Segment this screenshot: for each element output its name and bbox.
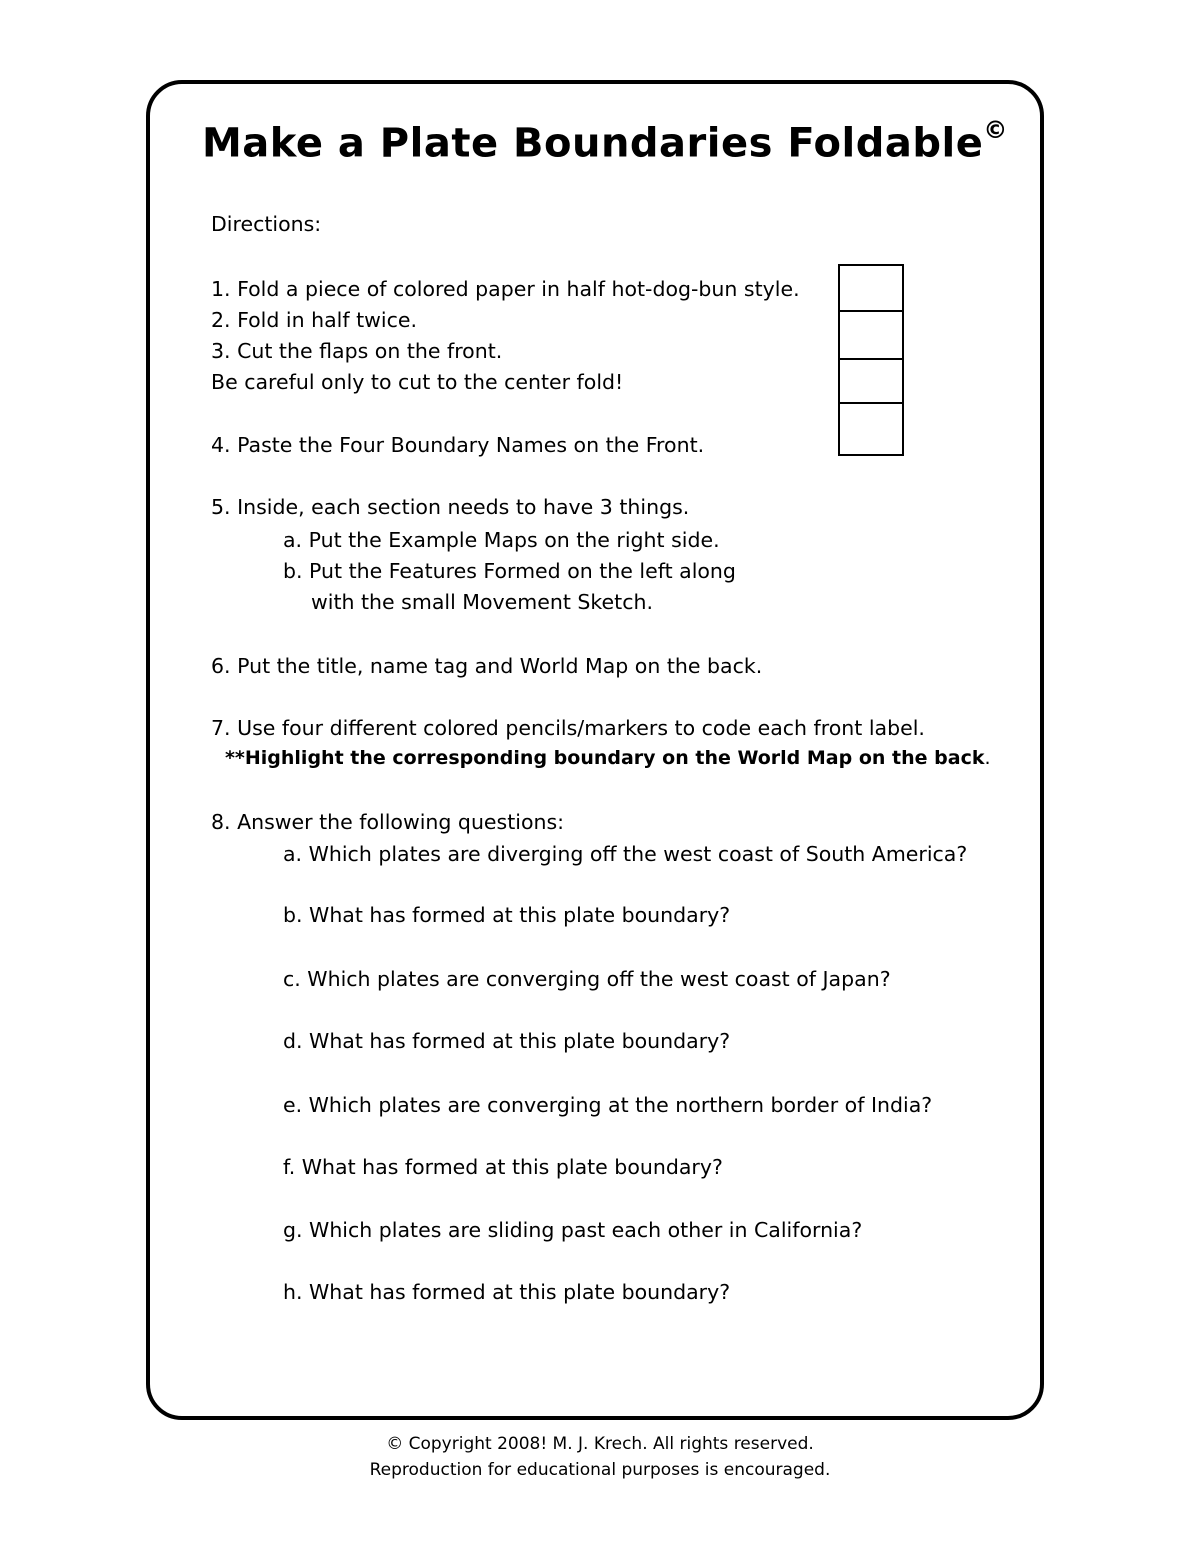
step-5b: b. Put the Features Formed on the left along [283, 559, 736, 583]
step-7: 7. Use four different colored pencils/markers to code each front label. [211, 716, 925, 740]
question-g: g. Which plates are sliding past each other in California? [283, 1218, 863, 1242]
footer-reproduction-note: Reproduction for educational purposes is encouraged. [369, 1460, 831, 1480]
question-d: d. What has formed at this plate boundary? [283, 1029, 731, 1053]
note-prefix: ** [225, 747, 245, 769]
fold-line [840, 402, 902, 404]
question-b: b. What has formed at this plate boundary? [283, 903, 731, 927]
fold-line [840, 358, 902, 360]
step-4: 4. Paste the Four Boundary Names on the Front. [211, 433, 705, 457]
step-5: 5. Inside, each section needs to have 3 things. [211, 495, 690, 519]
step-1: 1. Fold a piece of colored paper in half hot-dog-bun style. [211, 277, 800, 301]
step-6: 6. Put the title, name tag and World Map on the back. [211, 654, 763, 678]
question-h: h. What has formed at this plate boundary? [283, 1280, 731, 1304]
question-c: c. Which plates are converging off the west coast of Japan? [283, 967, 891, 991]
step-5b-continued: with the small Movement Sketch. [311, 590, 653, 614]
question-e: e. Which plates are converging at the northern border of India? [283, 1093, 933, 1117]
fold-line [840, 310, 902, 312]
step-3-note: Be careful only to cut to the center fold! [211, 370, 624, 394]
step-3: 3. Cut the flaps on the front. [211, 339, 503, 363]
step-5a: a. Put the Example Maps on the right side. [283, 528, 720, 552]
note-bold-text: Highlight the corresponding boundary on the World Map on the back [244, 747, 985, 769]
foldable-diagram [838, 264, 904, 456]
question-a: a. Which plates are diverging off the west coast of South America? [283, 842, 968, 866]
step-8: 8. Answer the following questions: [211, 810, 565, 834]
step-2: 2. Fold in half twice. [211, 308, 417, 332]
question-f: f. What has formed at this plate boundary? [283, 1155, 723, 1179]
footer-copyright: © Copyright 2008! M. J. Krech. All rights reserved. [386, 1434, 814, 1454]
step-7-highlight-note [225, 749, 991, 768]
copyright-mark: © [983, 116, 1008, 144]
note-suffix: . [984, 747, 991, 769]
directions-label: Directions: [211, 212, 322, 236]
page-title [202, 116, 1008, 167]
title-text: Make a Plate Boundaries Foldable [202, 120, 984, 167]
